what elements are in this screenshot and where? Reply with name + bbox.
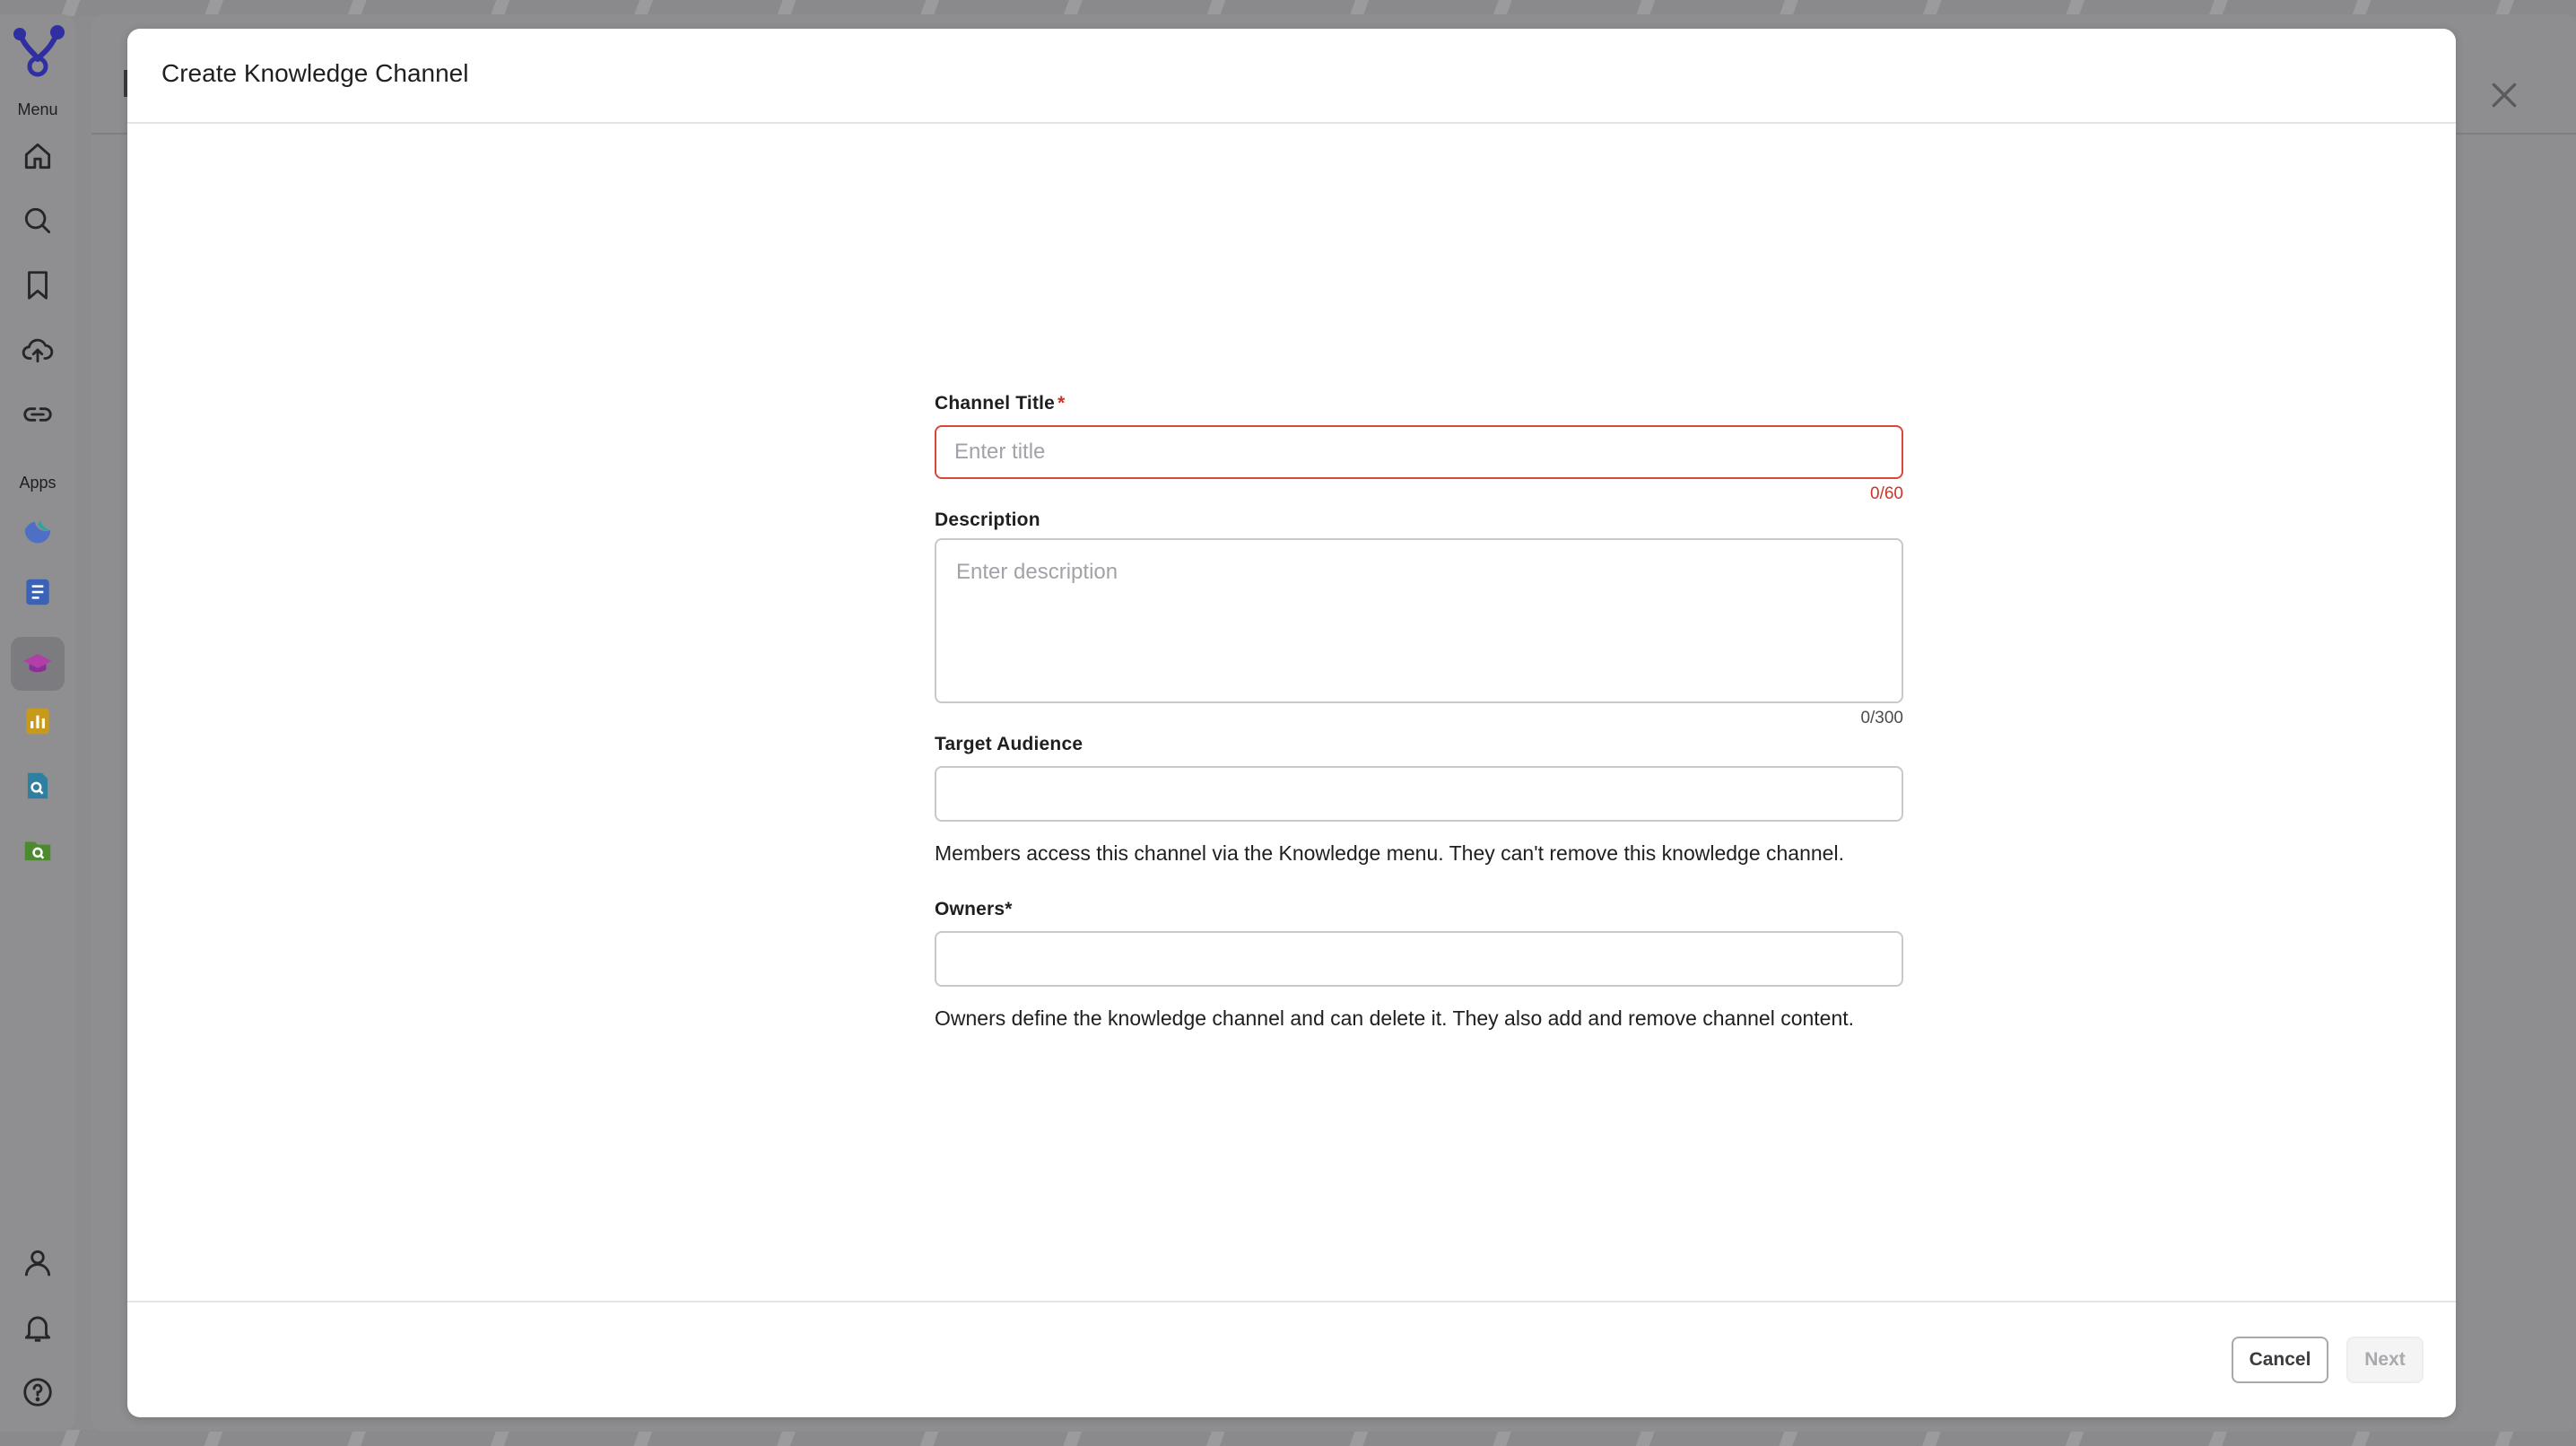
app-file-search-icon[interactable] — [18, 766, 57, 806]
owners-label: Owners* — [935, 899, 1013, 919]
user-icon[interactable] — [18, 1243, 57, 1283]
dialog-footer — [127, 1301, 2456, 1417]
channel-title-label-text: Channel Title — [935, 393, 1056, 414]
brand-logo-icon[interactable] — [9, 23, 66, 81]
channel-title-counter: 0/60 — [1870, 484, 1903, 503]
search-icon[interactable] — [18, 201, 57, 240]
app-folder-search-icon[interactable] — [18, 831, 57, 870]
description-counter: 0/300 — [1860, 709, 1903, 727]
upload-cloud-icon[interactable] — [18, 330, 57, 370]
app-document-icon[interactable] — [18, 572, 57, 612]
cancel-button[interactable]: Cancel — [2232, 1337, 2328, 1383]
owners-help-text: Owners define the knowledge channel and can delete it. They also add and remove channel content. — [935, 1006, 1855, 1030]
apps-section-label: Apps — [19, 474, 57, 492]
app-bar-chart-icon[interactable] — [18, 701, 57, 741]
dialog-header — [127, 29, 2456, 124]
target-audience-help-text: Members access this channel via the Knowledge menu. They can't remove this knowledge channel. — [935, 841, 1844, 865]
owners-input[interactable] — [935, 931, 1903, 987]
menu-section-label: Menu — [17, 100, 58, 118]
bell-icon[interactable] — [18, 1308, 57, 1347]
app-crescent-icon[interactable] — [18, 508, 57, 547]
target-audience-label: Target Audience — [935, 734, 1083, 754]
description-textarea[interactable] — [935, 538, 1903, 703]
bookmark-icon[interactable] — [18, 266, 57, 305]
target-audience-input[interactable] — [935, 766, 1903, 822]
next-button[interactable]: Next — [2346, 1337, 2424, 1383]
app-graduation-cap-icon[interactable] — [11, 637, 65, 691]
dialog-title: Create Knowledge Channel — [161, 59, 469, 87]
home-icon[interactable] — [18, 136, 57, 176]
create-knowledge-channel-dialog — [127, 29, 2456, 1417]
link-icon[interactable] — [18, 395, 57, 434]
channel-title-label — [935, 393, 1065, 414]
required-asterisk: * — [1057, 393, 1066, 414]
channel-title-input[interactable] — [935, 425, 1903, 479]
left-nav-rail — [0, 14, 75, 1432]
help-icon[interactable] — [18, 1372, 57, 1412]
close-icon[interactable] — [2486, 77, 2522, 113]
description-label: Description — [935, 510, 1040, 530]
background-stripes-bottom — [0, 1430, 2576, 1446]
